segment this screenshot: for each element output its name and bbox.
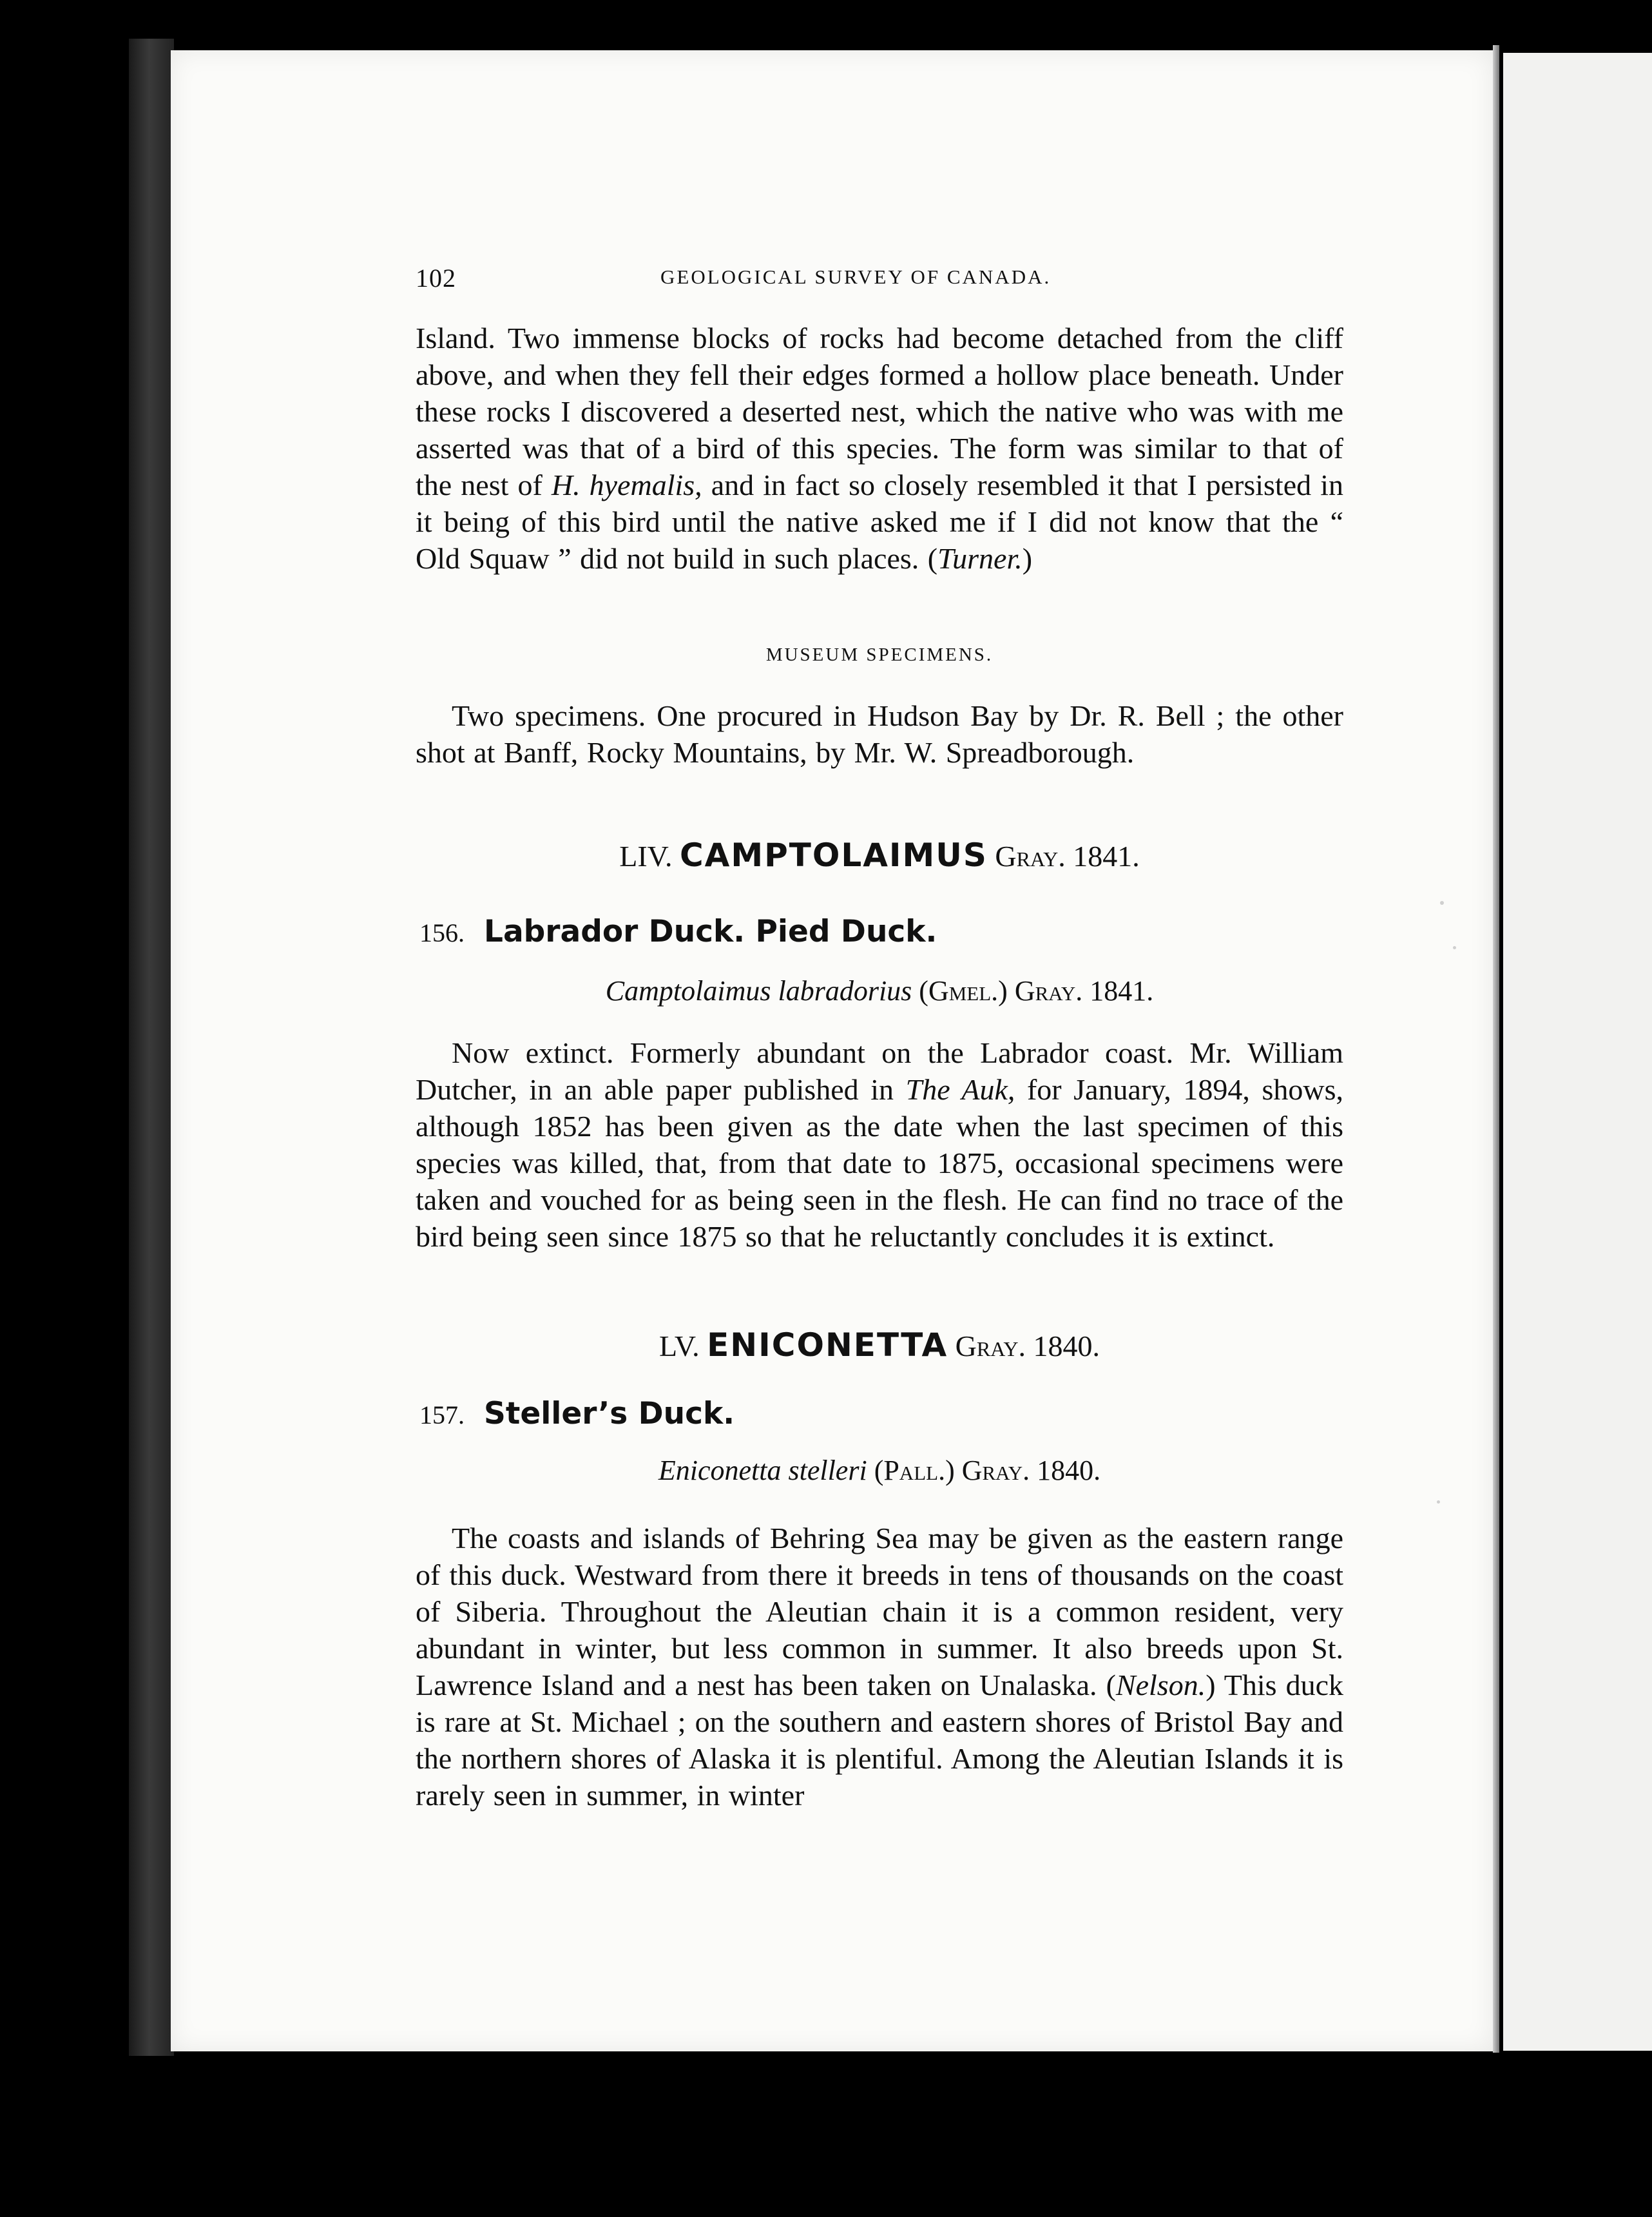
paragraph-specimens bbox=[416, 697, 1343, 771]
paragraph-turner-nest bbox=[416, 320, 1343, 577]
page-number: 102 bbox=[416, 264, 456, 293]
genus-year: 1840. bbox=[1033, 1330, 1100, 1362]
paragraph-behring-sea bbox=[416, 1520, 1343, 1814]
species-number: 157. bbox=[419, 1400, 465, 1429]
paragraph-text: ) bbox=[1022, 542, 1033, 575]
genus-year: 1841. bbox=[1073, 840, 1140, 873]
paragraph-text: The coasts and islands of Behring Sea may be given as the eastern range of this duck. Westward from there it breeds in tens of thousands on the coast of Siberia. Throughout the Aleutian chain it is a common resident, very abundant in winter, but less common in summer. It also breeds upon St. Lawrence Island and a nest has been taken on Unalaska. ( bbox=[416, 1522, 1343, 1701]
genus-heading-camptolaimus bbox=[416, 837, 1343, 874]
genus-numeral: LV. bbox=[658, 1330, 700, 1362]
binomial-author: Gray. bbox=[961, 1455, 1030, 1486]
paragraph-text: Now extinct. Formerly abundant on the Labrador coast. Mr. William Dutcher, in an able paper published in bbox=[416, 1036, 1343, 1106]
binomial-authority: (Pall.) bbox=[874, 1455, 955, 1486]
paragraph-text: and in fact so closely resembled it that I persisted in it being of this bird until the native asked me if I did not know that the “ Old Squaw ” did not build in such places. ( bbox=[416, 469, 1343, 575]
paragraph-extinct bbox=[416, 1034, 1343, 1255]
binomial-year: 1841. bbox=[1090, 975, 1154, 1007]
binomial-authority: (Gmel.) bbox=[919, 975, 1008, 1007]
genus-name: CAMPTOLAIMUS bbox=[679, 837, 988, 874]
journal-reference-italic: The Auk, bbox=[905, 1073, 1015, 1106]
paragraph-text: Island. Two immense blocks of rocks had become detached from the cliff above, and when they fell their edges formed a hollow place beneath. Under these rocks I discovered a deserted nest, which the native who was with me asserted was that of a bird of this species. The form was similar to that of the nest of bbox=[416, 322, 1343, 501]
scientific-name: Camptolaimus labradorius bbox=[605, 975, 912, 1007]
paragraph-text: for January, 1894, shows, although 1852 has been given as the date when the last specimen of this species was killed, that, from that date to 1875, occasional specimens were taken and vouched for as being seen in the flesh. He can find no trace of the bird being seen since 1875 so that he reluctantly concludes it is extinct. bbox=[416, 1073, 1343, 1253]
binomial-camptolaimus bbox=[416, 974, 1343, 1007]
genus-authority: Gray. bbox=[995, 840, 1066, 873]
page-gutter-edge bbox=[1493, 45, 1499, 2053]
museum-specimens-heading: MUSEUM SPECIMENS. bbox=[765, 644, 994, 665]
genus-name: ENICONETTA bbox=[707, 1326, 948, 1364]
genus-numeral: LIV. bbox=[619, 840, 673, 873]
binomial-author: Gray. bbox=[1014, 975, 1083, 1007]
binomial-eniconetta bbox=[416, 1454, 1343, 1487]
book-binding-shadow bbox=[129, 39, 174, 2056]
citation-italic: Turner. bbox=[937, 542, 1023, 575]
scientific-name: Eniconetta stelleri bbox=[658, 1455, 867, 1486]
species-reference-italic: H. hyemalis, bbox=[551, 469, 702, 501]
species-heading-stellers-duck bbox=[419, 1396, 735, 1435]
species-heading-labrador-duck bbox=[419, 914, 937, 953]
citation-italic: Nelson. bbox=[1115, 1669, 1206, 1701]
species-common-name: Labrador Duck. Pied Duck. bbox=[484, 914, 937, 949]
journal-title: GEOLOGICAL SURVEY OF CANADA. bbox=[660, 266, 1052, 288]
species-common-name: Steller’s Duck. bbox=[484, 1396, 735, 1431]
paragraph-text: ) This duck is rare at St. Michael ; on the southern and eastern shores of Bristol Bay and the northern shores of Alaska it is plentiful. Among the Aleutian Islands it is rarely seen in summer, in winter bbox=[416, 1669, 1343, 1812]
paragraph-text: Two specimens. One procured in Hudson Bay by Dr. R. Bell ; the other shot at Banff, Rocky Mountains, by Mr. W. Spreadborough. bbox=[416, 699, 1343, 769]
genus-heading-eniconetta bbox=[416, 1326, 1343, 1364]
running-head bbox=[416, 263, 1343, 295]
binomial-year: 1840. bbox=[1037, 1455, 1101, 1486]
species-number: 156. bbox=[419, 918, 465, 947]
genus-authority: Gray. bbox=[955, 1330, 1026, 1362]
adjacent-page-edge bbox=[1503, 53, 1652, 2051]
